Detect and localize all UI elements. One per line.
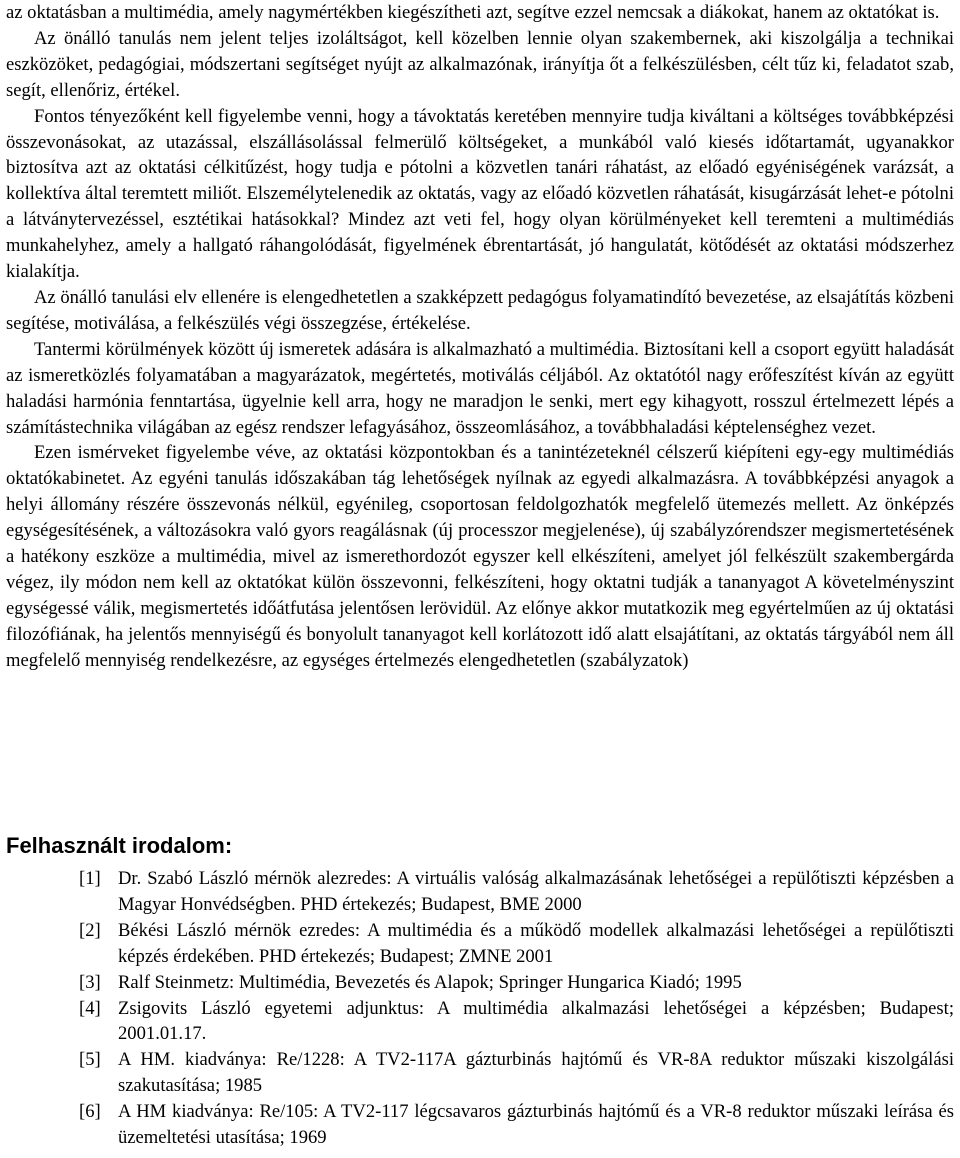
reference-text: Békési László mérnök ezredes: A multimédia és a működő modellek alkalmazási lehetőségei a repülőtiszti képzés érdekében. PHD értekezés; Budapest; ZMNE 2001: [118, 919, 954, 967]
paragraph: Tantermi körülmények között új ismeretek adására is alkalmazható a multimédia. Biztosítani kell a csoport együtt haladását az ismeretközlés folyamatában a magyarázatok, megértetés, motiválás céljából. Az oktatótól nagy erőfeszítést kíván az együtt haladási harmónia fenntartása, ügyelnie kell arra, hogy ne maradjon le senki, mert egy kihagyott, rosszul értelmezett lépés a számítástechnika világában az egész rendszer lefagyásához, összeomlásához, a továbbhaladási képtelenséghez vezet.: [6, 338, 954, 438]
reference-number: [4]: [79, 997, 101, 1019]
document-page: [6, 0, 954, 1149]
reference-item: [6, 918, 954, 970]
reference-number: [1]: [79, 868, 101, 889]
reference-text: Zsigovits László egyetemi adjunktus: A multimédia alkalmazási lehetőségei a képzésben; Budapest; 2001.01.17.: [118, 997, 954, 1045]
reference-text: Ralf Steinmetz: Multimédia, Bevezetés és Alapok; Springer Hungarica Kiadó; 1995: [118, 971, 742, 993]
reference-text: Dr. Szabó László mérnök alezredes: A virtuális valóság alkalmazásának lehetőségei a repülőtiszti képzésben a Magyar Honvédségben. PHD értekezés; Budapest, BME 2000: [118, 868, 954, 915]
reference-text: A HM. kiadványa: Re/1228: A TV2-117A gázturbinás hajtómű és VR-8A reduktor műszaki kiszolgálási szakutasítása; 1985: [118, 1049, 954, 1097]
reference-text: A HM kiadványa: Re/105: A TV2-117 légcsavaros gázturbinás hajtómű és a VR-8 reduktor műszaki leírása és üzemeltetési utasítása; 1969: [118, 1101, 954, 1149]
reference-item: [6, 970, 954, 996]
paragraph: Ezen ismérveket figyelembe véve, az oktatási központokban és a tanintézeteknél célszerű kiépíteni egy-egy multimédiás oktatókabinetet. Az egyéni tanulás időszakában tág lehetőségek nyílnak az egyedi alkalmazásra. A továbbképzési anyagok a helyi állomány részére összevonás nélkül, egyénileg, csoportosan feldolgozhatók megfelelő ütemezés mellett. Az önképzés egységesítésének, a változásokra való gyors reagálásnak (új processzor megjelenése), új szabályzórendszer megismertetésének a hatékony eszköze a multimédia, mivel az ismerethordozót egyszer kell elkészíteni, amelyet jól felkészült szakembergárda végez, ily módon nem kell az oktatókat külön összevonni, felkészíteni, hogy oktatni tudják a tananyagot A követelményszint egységessé válik, megismertetés időátfutása jelentősen lerövidül. Az előnye akkor mutatkozik meg egyértelműen az új oktatási filozófiának, ha jelentős mennyiségű és bonyolult tananyagot kell korlátozott idő alatt elsajátítani, az oktatás tárgyából nem áll megfelelő mennyiség rendelkezésre, az egységes értelmezés elengedhetetlen (szabályzatok): [6, 442, 954, 671]
reference-number: [2]: [79, 919, 101, 941]
reference-number: [6]: [79, 1101, 101, 1123]
reference-item: [6, 996, 954, 1048]
paragraph: Az önálló tanulási elv ellenére is elengedhetetlen a szakképzett pedagógus folyamatindító bevezetése, az elsajátítás közbeni segítése, motiválása, a felkészülés végi összegzése, értékelése.: [6, 286, 954, 334]
reference-number: [3]: [79, 971, 101, 993]
references-heading: Felhasznált irodalom:: [6, 833, 233, 858]
reference-item: [6, 866, 954, 918]
reference-item: [6, 1099, 954, 1151]
paragraph-continuation: az oktatásban a multimédia, amely nagymértékben kiegészítheti azt, segítve ezzel nemcsak a diákokat, hanem az oktatókat is.: [6, 2, 940, 23]
reference-number: [5]: [79, 1049, 101, 1071]
body-text: [6, 0, 954, 674]
reference-item: [6, 1047, 954, 1099]
references-list: [6, 866, 954, 1151]
paragraph: Fontos tényezőként kell figyelembe venni, hogy a távoktatás keretében mennyire tudja kiváltani a költséges továbbképzési összevonásokat, az utazással, elszállásolással felmerülő költségeket, a munkából való kiesés időtartamát, ugyanakkor biztosítva azt az oktatási célkitűzést, hogy tudja e pótolni a közvetlen tanári ráhatást, az előadó egyéniségének varázsát, a kollektíva által teremtett miliőt. Elszemélytelenedik az oktatás, vagy az előadó közvetlen ráhatását, kisugárzását lehet-e pótolni a látványtervezéssel, esztétikai hatásokkal? Mindez azt veti fel, hogy olyan körülményeket kell teremteni a multimédiás munkahelyhez, amely a hallgató ráhangolódását, figyelmének ébrentartását, jó hangulatát, kötődését az oktatási módszerhez kialakítja.: [6, 105, 954, 283]
paragraph: Az önálló tanulás nem jelent teljes izoláltságot, kell közelben lennie olyan szakembernek, aki kiszolgálja a technikai eszközöket, pedagógiai, módszertani segítséget nyújt az alkalmazónak, irányítja őt a felkészülésben, célt tűz ki, feladatot szab, segít, ellenőriz, értékel.: [6, 27, 954, 101]
